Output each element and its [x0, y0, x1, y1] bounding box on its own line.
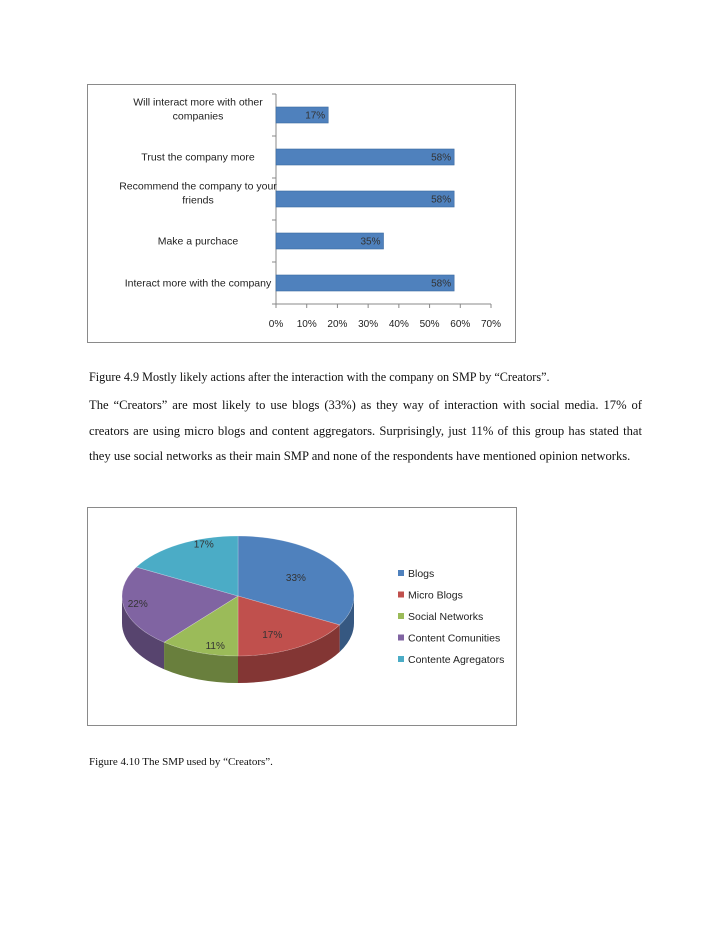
pie-data-label: 17% [193, 539, 214, 551]
x-tick-label: 40% [388, 319, 409, 330]
legend-label: Blogs [408, 568, 435, 580]
pie-chart [88, 508, 516, 725]
legend-label: Micro Blogs [408, 589, 463, 602]
pie-data-label: 22% [127, 598, 148, 610]
x-tick-label: 70% [480, 319, 502, 330]
bar [276, 275, 454, 291]
category-label: friends [182, 194, 214, 207]
category-label: Will interact more with other [133, 96, 263, 109]
bar-data-label: 58% [431, 194, 452, 206]
pie-data-label: 33% [285, 573, 306, 585]
bar-data-label: 58% [431, 278, 452, 290]
pie-data-label: 11% [205, 641, 225, 653]
legend-swatch [398, 613, 404, 619]
category-label: Trust the company more [141, 151, 255, 164]
bar [276, 191, 454, 207]
x-tick-label: 50% [419, 319, 440, 330]
bar-chart-frame [87, 84, 516, 343]
x-tick-label: 0% [268, 319, 284, 330]
category-label: Interact more with the company [124, 277, 272, 290]
legend-swatch [398, 570, 404, 576]
legend-swatch [398, 592, 404, 598]
x-tick-label: 60% [450, 319, 471, 330]
legend-label: Contente Agregators [408, 654, 505, 666]
x-tick-label: 10% [296, 319, 317, 330]
bar-data-label: 17% [305, 110, 326, 122]
bar-data-label: 58% [431, 152, 452, 164]
x-tick-label: 20% [327, 319, 348, 330]
x-tick-label: 30% [358, 319, 379, 330]
bar [276, 149, 454, 165]
legend-swatch [398, 656, 404, 662]
bar-data-label: 35% [360, 236, 381, 248]
bar-chart [88, 85, 515, 342]
legend-label: Social Networks [408, 611, 484, 623]
legend-swatch [398, 635, 404, 641]
pie-data-label: 17% [262, 630, 283, 642]
category-label: Make a purchace [157, 235, 239, 248]
body-paragraph: The “Creators” are most likely to use blogs (33%) as they way of interaction with social media. 17% of creators are using micro blogs and content aggregators. Surprisingly, just 11% of this group has stated that they use social networks as their main SMP and none of the respondents have mentioned opinion networks. [89, 398, 642, 463]
figure-4-9-caption: Figure 4.9 Mostly likely actions after the interaction with the company on SMP by “Creators”. [89, 370, 550, 384]
legend-label: Content Comunities [408, 632, 501, 645]
figure-4-10-caption: Figure 4.10 The SMP used by “Creators”. [89, 756, 273, 768]
pie-chart-frame [87, 507, 517, 726]
category-label: Recommend the company to your [119, 180, 277, 193]
category-label: companies [172, 110, 224, 123]
